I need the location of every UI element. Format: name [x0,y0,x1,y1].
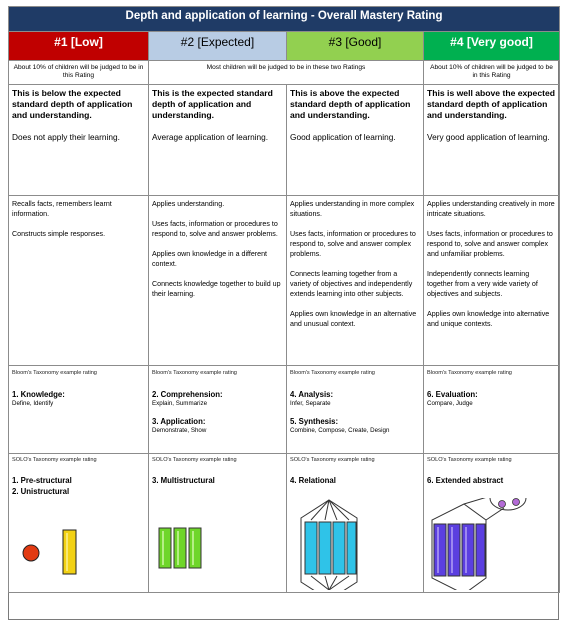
bloom-example: Explain, Summarize [152,400,208,407]
descriptor-item: Applies understanding creatively in more intricate situations. [427,200,555,218]
solo-level: 4. Relational [290,476,336,485]
pre-structural-dot-and-bar-icon [9,498,147,590]
bloom-level: 6. Evaluation: [427,390,478,399]
relational-connected-bars-icon [287,498,422,590]
descriptors-good [287,196,424,366]
definition-lead: This is well above the expected standard depth of application and understanding. [427,88,555,120]
solo-level: 1. Pre-structural [12,476,72,485]
header-low: #1 [Low] [9,32,149,61]
descriptors-very-good [424,196,560,366]
descriptor-item: Applies own knowledge in an alternative and unusual context. [290,310,417,328]
descriptors-low [9,196,149,366]
header-good: #3 [Good] [287,32,424,61]
definition-lead: This is below the expected standard depth of application and understanding. [12,88,133,120]
extended-abstract-icon [424,498,558,590]
descriptor-item: Connects learning together from a variety of objectives and independently extends learning into other subjects. [290,270,413,298]
descriptor-item: Applies own knowledge into alternative and unique contexts. [427,310,550,328]
bloom-label: Bloom's Taxonomy example rating [12,370,97,376]
mastery-rating-table [8,6,560,593]
solo-very-good [424,454,560,593]
bloom-example: Compare, Judge [427,400,473,407]
bloom-level: 2. Comprehension: [152,390,223,399]
solo-level: 3. Multistructural [152,476,215,485]
bloom-level: 4. Analysis: [290,390,334,399]
descriptor-item: Uses facts, information or procedures to respond to, solve and answer problems. [152,220,278,238]
bloom-level: 5. Synthesis: [290,417,339,426]
bloom-example: Infer, Separate [290,400,331,407]
solo-label: SOLO's Taxonomy example rating [12,457,97,463]
definition-expected [149,85,287,196]
bloom-example: Define, Identify [12,400,54,407]
header-very-good: #4 [Very good] [424,32,560,61]
descriptor-item: Applies understanding in more complex situations. [290,200,415,218]
definition-very-good [424,85,560,196]
header-expected: #2 [Expected] [149,32,287,61]
solo-expected [149,454,287,593]
definition-low [9,85,149,196]
bloom-label: Bloom's Taxonomy example rating [427,370,512,376]
note-low: About 10% of children will be judged to be in this Rating [9,61,149,85]
solo-level: 2. Unistructural [12,487,70,496]
descriptor-item: Uses facts, information or procedures to respond to, solve and answer complex and unfamiliar problems. [427,230,553,258]
definition-good [287,85,424,196]
solo-level: 6. Extended abstract [427,476,504,485]
table-title: Depth and application of learning - Overall Mastery Rating [9,7,560,32]
note-middle: Most children will be judged to be in these two Ratings [149,61,424,85]
descriptor-item: Recalls facts, remembers learnt information. [12,200,112,218]
descriptors-expected [149,196,287,366]
bloom-low [9,366,149,454]
definition-lead: This is above the expected standard depth of application and understanding. [290,88,411,120]
multistructural-bars-icon [149,498,285,590]
bloom-very-good [424,366,560,454]
definition-lead: This is the expected standard depth of application and understanding. [152,88,273,120]
descriptor-item: Connects knowledge together to build up their learning. [152,280,281,298]
definition-sub: Good application of learning. [290,132,396,142]
bloom-level: 1. Knowledge: [12,390,65,399]
note-very-good: About 10% of children will be judged to be in this Rating [424,61,560,85]
solo-label: SOLO's Taxonomy example rating [427,457,512,463]
bloom-example: Demonstrate, Show [152,427,207,434]
solo-label: SOLO's Taxonomy example rating [152,457,237,463]
bloom-level: 3. Application: [152,417,206,426]
solo-label: SOLO's Taxonomy example rating [290,457,375,463]
definition-sub: Average application of learning. [152,132,269,142]
bloom-label: Bloom's Taxonomy example rating [290,370,375,376]
definition-sub: Does not apply their learning. [12,132,120,142]
solo-good [287,454,424,593]
solo-low [9,454,149,593]
descriptor-item: Constructs simple responses. [12,230,106,238]
descriptor-item: Independently connects learning together from a very wide variety of objectives and subjects. [427,270,538,298]
bloom-good [287,366,424,454]
bloom-example: Combine, Compose, Create, Design [290,427,390,434]
definition-sub: Very good application of learning. [427,132,550,142]
descriptor-item: Applies own knowledge in a different context. [152,250,268,268]
descriptor-item: Applies understanding. [152,200,225,208]
descriptor-item: Uses facts, information or procedures to respond to, solve and answer complex problems. [290,230,416,258]
bloom-label: Bloom's Taxonomy example rating [152,370,237,376]
bloom-expected [149,366,287,454]
